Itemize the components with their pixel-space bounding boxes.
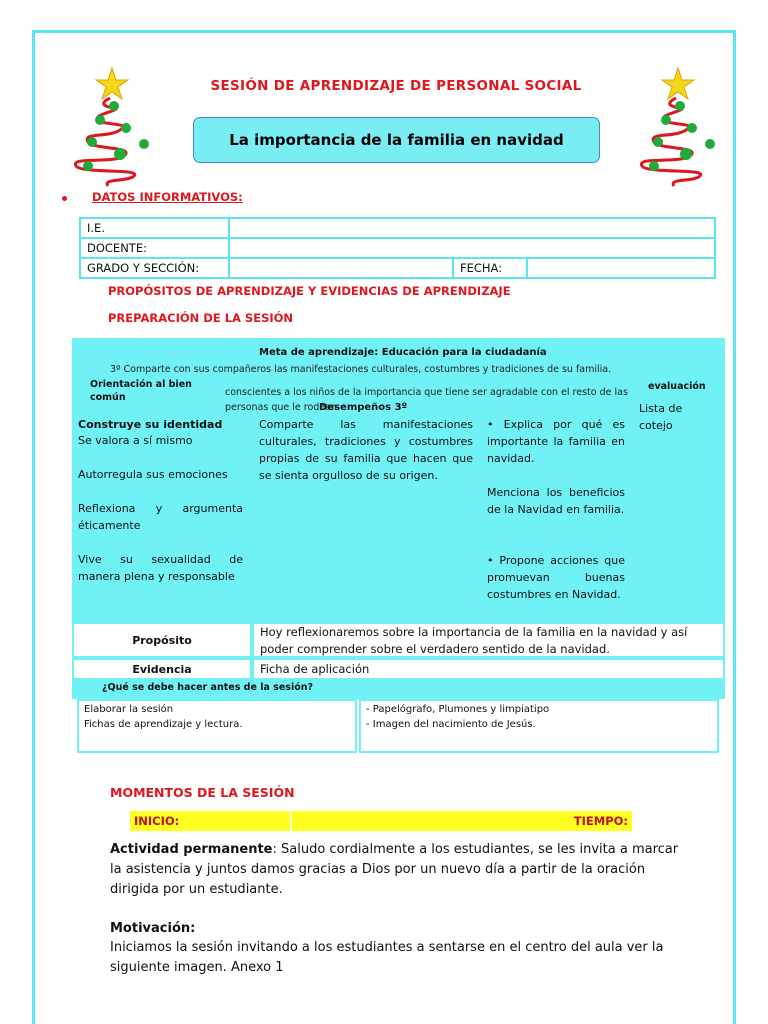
ie-value — [229, 218, 715, 238]
evidencia-label-cell — [72, 658, 252, 680]
grado-label: GRADO Y SECCIÓN: — [80, 258, 229, 278]
preparacion-heading: PREPARACIÓN DE LA SESIÓN — [108, 311, 294, 325]
actividad-paragraph — [110, 840, 690, 900]
inicio-label: INICIO: — [134, 814, 180, 828]
session-topic-box — [193, 117, 600, 163]
antes-heading-bar — [72, 679, 725, 699]
competencia: Construye su identidad — [78, 418, 223, 431]
christmas-tree-icon — [62, 62, 152, 187]
motivacion-text: Iniciamos la sesión invitando a los estudiantes a sentarse en el centro del aula ver la siguiente imagen. Anexo 1 — [110, 940, 664, 975]
desempenos-header: Desempeños 3º — [319, 402, 408, 413]
bullet-icon — [62, 196, 67, 201]
enfoque-label: Orientación al bien común — [90, 379, 192, 403]
learning-goal: Meta de aprendizaje: Educación para la ciudadanía — [259, 347, 547, 358]
criterio: • Propone acciones que promuevan buenas costumbres en Navidad. — [487, 554, 625, 601]
evaluacion-header: evaluación — [648, 381, 706, 392]
instrumento: Lista de cotejo — [639, 402, 683, 432]
antes-left-cell — [77, 699, 357, 753]
tiempo-label: TIEMPO: — [573, 814, 628, 828]
antes-item: - Imagen del nacimiento de Jesús. — [366, 719, 536, 730]
proposito-label-cell — [72, 622, 252, 658]
document-title: SESIÓN DE APRENDIZAJE DE PERSONAL SOCIAL — [210, 78, 582, 94]
grado-value — [229, 258, 453, 278]
fecha-value — [527, 258, 715, 278]
inicio-bar — [130, 811, 632, 831]
proposito-label: Propósito — [132, 634, 192, 647]
antes-item: Fichas de aprendizaje y lectura. — [84, 719, 243, 730]
propositos-heading: PROPÓSITOS DE APRENDIZAJE Y EVIDENCIAS DE APRENDIZAJE — [108, 284, 511, 298]
momentos-heading: MOMENTOS DE LA SESIÓN — [110, 785, 295, 800]
fecha-label: FECHA: — [453, 258, 527, 278]
actividad-label: Actividad permanente — [110, 842, 273, 857]
overlapping-text: personas que le rodean. — [225, 402, 341, 413]
evidencia-label: Evidencia — [132, 663, 192, 676]
session-topic: La importancia de la familia en navidad — [229, 131, 564, 149]
overlapping-text: conscientes a los niños de la importancia que tiene ser agradable con el resto de las — [225, 387, 628, 398]
docente-value — [229, 238, 715, 258]
criterio: • Explica por qué es importante la familia en navidad. — [487, 418, 625, 465]
ie-label: I.E. — [80, 218, 229, 238]
capacidad: Autorregula sus emociones — [78, 468, 228, 481]
antes-right-cell — [359, 699, 719, 753]
actividad-text: : Saludo cordialmente a los estudiantes, se les invita a marcar la asistencia y juntos damos gracias a Dios por un nuevo día a partir de la oración dirigida por un estudiante. — [110, 842, 679, 897]
docente-label: DOCENTE: — [80, 238, 229, 258]
datos-heading: DATOS INFORMATIVOS: — [92, 190, 243, 204]
capacidad: Vive su sexualidad de manera plena y responsable — [78, 553, 243, 583]
capacidad: Reflexiona y argumenta éticamente — [78, 502, 243, 532]
criterio: Menciona los beneficios de la Navidad en familia. — [487, 486, 625, 516]
overlapping-text: 3º Comparte con sus compañeros las manifestaciones culturales, costumbres y tradiciones de su familia. — [110, 364, 612, 375]
motivacion-label: Motivación: — [110, 921, 196, 936]
antes-heading: ¿Qué se debe hacer antes de la sesión? — [102, 682, 313, 693]
bar-divider — [290, 811, 292, 831]
desempeno-text: Comparte las manifestaciones culturales, tradiciones y costumbres propias de su familia que hacen que se sienta orgulloso de su origen. — [259, 418, 473, 482]
capacidad: Se valora a sí mismo — [78, 434, 193, 447]
datos-table — [79, 217, 716, 279]
evidencia-text: Ficha de aplicación — [252, 658, 725, 680]
antes-item: Elaborar la sesión — [84, 704, 174, 715]
antes-item: - Papelógrafo, Plumones y limpiatipo — [366, 704, 550, 715]
proposito-text: Hoy reflexionaremos sobre la importancia de la familia en la navidad y así poder comprender sobre el verdadero sentido de la navidad. — [252, 622, 725, 658]
